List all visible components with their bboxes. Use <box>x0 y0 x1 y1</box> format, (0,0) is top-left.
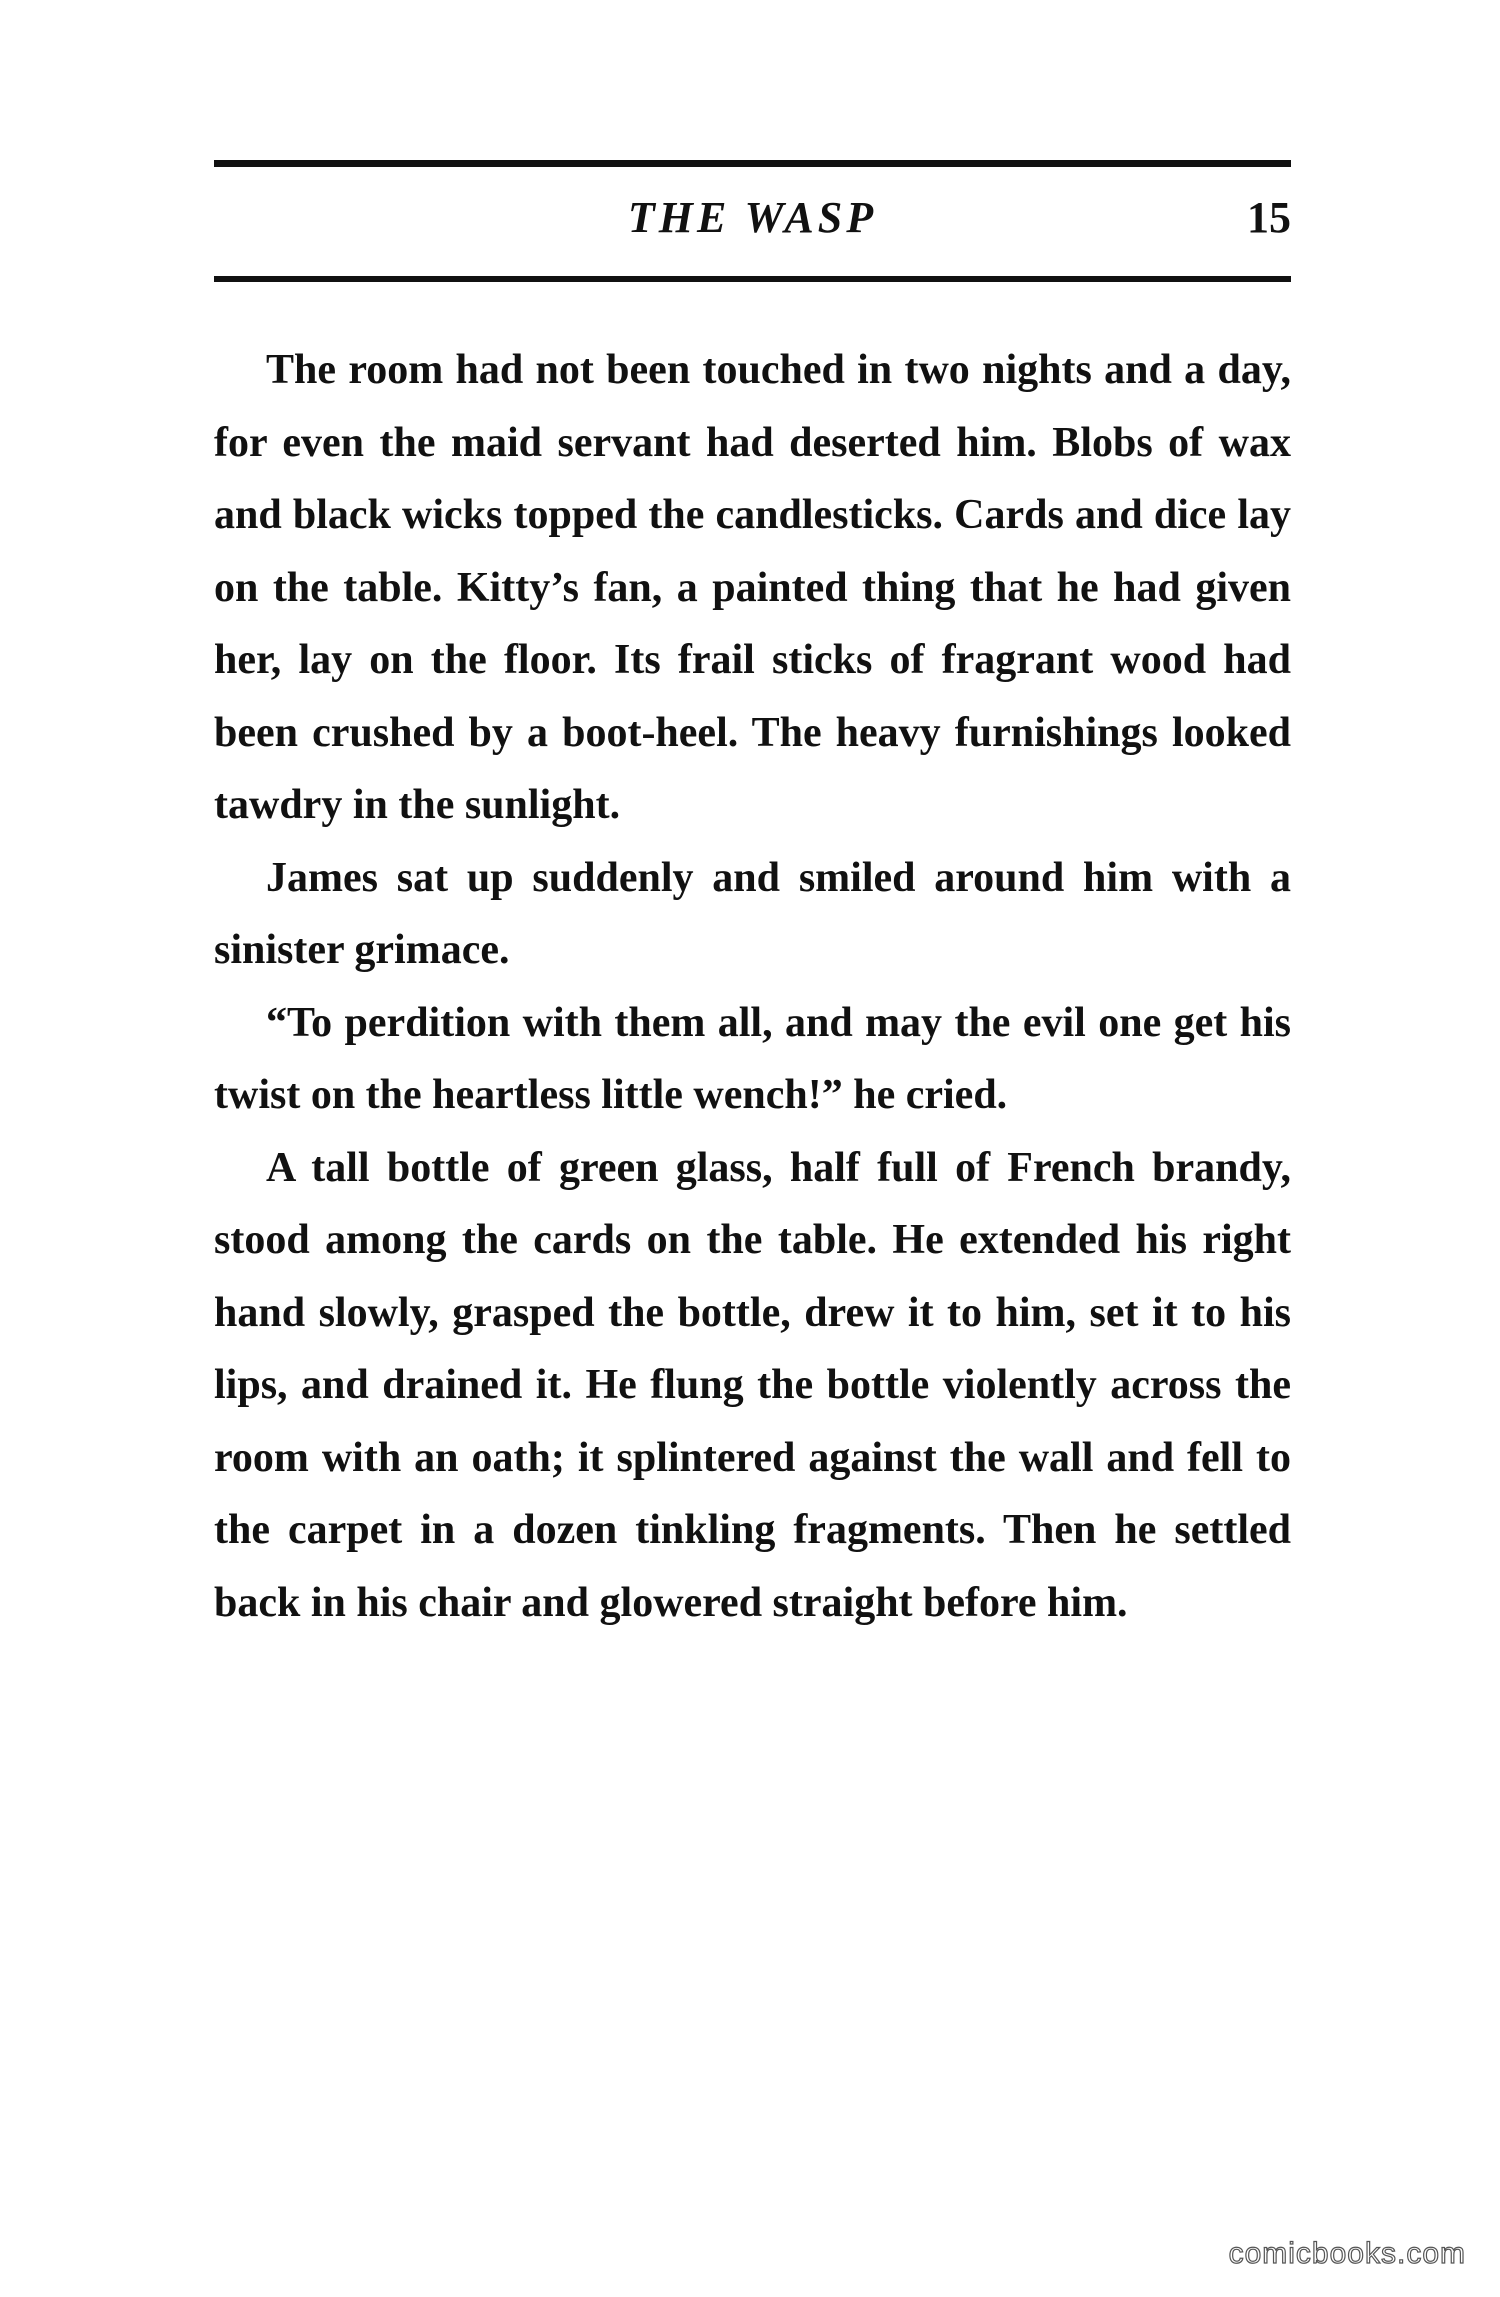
running-title: THE WASP <box>627 193 878 242</box>
header-rule-top <box>214 160 1291 167</box>
paragraph: The room had not been touched in two nights and a day, for even the maid servant had deserted him. Blobs of wax and black wicks topped the candlesticks. Cards and dice lay on the table. Kitty’s fan, a painted thing that he had given her, lay on the floor. Its frail sticks of fragrant wood had been crushed by a boot-heel. The heavy furnishings looked tawdry in the sunlight. <box>214 347 1291 828</box>
watermark: comicbooks.com <box>1228 2237 1466 2270</box>
page-number: 15 <box>1247 193 1291 242</box>
header-rule-bottom <box>214 276 1291 282</box>
paragraph: A tall bottle of green glass, half full of French brandy, stood among the cards on the table. He extended his right hand slowly, grasped the bottle, drew it to him, set it to his lips, and drained it. He flung the bottle violently across the room with an oath; it splintered against the wall and fell to the carpet in a dozen tinkling fragments. Then he settled back in his chair and glowered straight before him. <box>214 1144 1291 1626</box>
body-text <box>214 334 1291 1639</box>
paragraph: “To perdition with them all, and may the evil one get his twist on the heartless little wench!” he cried. <box>214 999 1291 1118</box>
paragraph: James sat up suddenly and smiled around him with a sinister grimace. <box>214 854 1291 973</box>
